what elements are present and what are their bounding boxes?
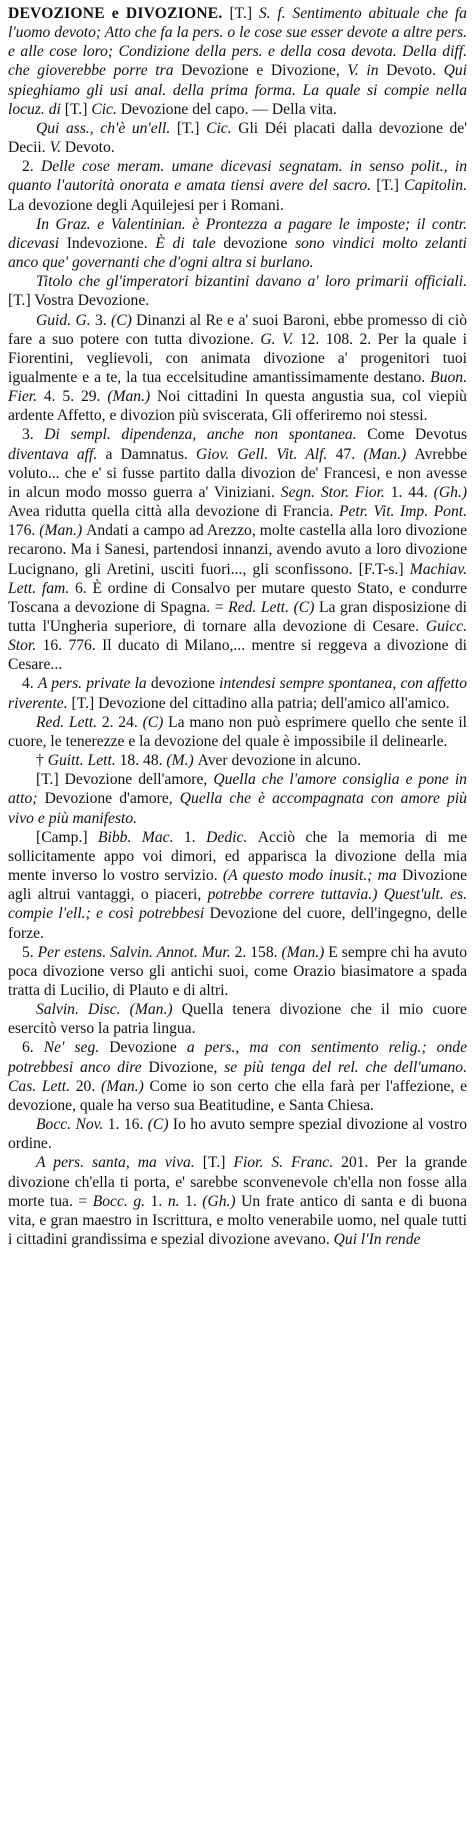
italic-text: (C)	[111, 311, 137, 329]
italic-text: (Man.)	[100, 1077, 150, 1095]
italic-text: Ne' seg.	[43, 1039, 110, 1057]
text: 3.	[94, 311, 112, 329]
text: [T.]	[64, 100, 92, 118]
italic-text: (A questo modo inusit.; ma	[222, 867, 403, 885]
italic-text: diventava aff.	[8, 445, 106, 463]
italic-text: S. f. Sentimento abituale che fa l'uomo devoto; Atto che fa la pers. o le cose sue esser devote a altre pers. e alle cose loro; Condizione della pers. e della cosa devota. Della diff. che gioverebbe porre tra	[8, 5, 467, 80]
italic-text: Red. Lett. (C)	[228, 598, 319, 616]
italic-text: Bocc. Nov.	[36, 1116, 108, 1134]
italic-text: Segn. Stor. Fior.	[280, 483, 391, 501]
text: 2. 24.	[101, 713, 143, 731]
text: [Camp.]	[36, 828, 99, 846]
text: 1. 16.	[107, 1116, 148, 1134]
italic-text: Delle cose meram. umane dicevasi segnatam. in senso polit., in quanto l'autorità onorata e amata tiensi avere del sacro.	[8, 158, 468, 195]
italic-text: (Man.)	[129, 1001, 182, 1019]
italic-text: (Man.)	[281, 943, 329, 961]
italic-text: Quella che è accompagnata con amore più vivo e più manifesto.	[8, 790, 467, 827]
entry-paragraph	[8, 119, 467, 157]
italic-text: (Man.)	[39, 522, 87, 540]
italic-text: a pers., ma con sentimento relig.; onde potrebbesi anco dire	[8, 1039, 467, 1076]
italic-text: Guicc. Stor.	[8, 618, 467, 655]
text: Io ho avuto sempre spezial divozione al vostro ordine.	[8, 1116, 468, 1153]
italic-text: Buon. Fier.	[8, 368, 467, 406]
text: [T.]	[376, 177, 405, 195]
text: 176.	[8, 522, 40, 540]
italic-text: Bibb. Mac.	[98, 828, 184, 846]
entry-headword-paragraph	[8, 4, 467, 119]
italic-text: (M.)	[166, 752, 198, 770]
italic-text: (Gh.)	[433, 483, 468, 501]
text: 6. È ordine di Consalvo per mutare questo Stato, e condurre Toscana a devozione di Spagna. =	[8, 579, 468, 616]
entry-paragraph	[8, 770, 467, 827]
italic-text: A pers. private la	[37, 675, 151, 693]
italic-text: Quella che l'amore consiglia e pone in atto;	[8, 771, 467, 808]
entry-paragraph	[8, 425, 467, 674]
text: 4. 5. 29.	[43, 388, 108, 406]
text: 18. 48.	[119, 752, 167, 770]
italic-text: Di sempl. dipendenza, anche non spontanea.	[44, 426, 368, 444]
text: Devozione	[109, 1039, 187, 1057]
italic-text: Guid. G.	[36, 311, 95, 329]
italic-text: Machiav. Lett. fam.	[8, 560, 467, 597]
italic-text: Dedic.	[206, 828, 258, 846]
italic-text: A pers. santa, ma viva.	[36, 1154, 203, 1172]
text: 4.	[22, 675, 38, 693]
text: 201. Per la grande divozione ch'ella ti porta, e' sarebbe sconvenevole ch'ella non fosse alla morte tua. =	[8, 1154, 467, 1210]
text: 5.	[22, 943, 38, 961]
text: †	[36, 752, 48, 770]
text: La mano non può esprimere quello che sente il cuore, le tenerezze e la devozione del quale è impossibile il delinearle.	[8, 713, 467, 750]
text: [T.] Devozione del cittadino alla patria; dell'amico all'amico.	[71, 694, 450, 712]
text: [T.]	[176, 119, 207, 137]
italic-text: G. V.	[260, 330, 300, 348]
text: [T.] Vostra Devozione.	[8, 292, 150, 310]
italic-text: Qui l'In rende	[333, 1231, 421, 1248]
text: Devozione del capo. — Della vita.	[120, 100, 337, 118]
italic-text: Red. Lett.	[36, 713, 102, 731]
italic-text: Qui spieghiamo gli usi anal. della prima forma. La quale si compie nella locuz. di	[8, 62, 467, 118]
entry-paragraph	[8, 157, 467, 214]
entry-paragraph	[8, 1038, 467, 1115]
italic-text: V.	[49, 139, 65, 157]
entry-paragraph	[8, 311, 467, 426]
entry-paragraph	[8, 674, 467, 712]
italic-text: se più tenga del rel. che dell'umano. Cas. Lett.	[8, 1058, 467, 1095]
text: Devozione d'amore,	[44, 790, 180, 808]
text: 47.	[335, 445, 364, 463]
text: 12. 108. 2. Per la quale i Fiorentini, veglievoli, con animata divozione a' progenitori tuoi igualmente e a te, la tua eccelsitudine amantissimamente destano.	[8, 330, 468, 386]
headword: DEVOZIONE e DIVOZIONE.	[8, 5, 230, 22]
italic-text: Petr. Vit. Imp. Pont.	[338, 503, 467, 521]
italic-text: Cic.	[91, 100, 121, 118]
italic-text: n.	[167, 1192, 186, 1210]
italic-text: Qui ass., ch'è un'ell.	[36, 119, 177, 137]
text: Indevozione.	[66, 234, 156, 252]
text: [T.] Devozione dell'amore,	[36, 771, 214, 789]
text: Divozione agli altrui vantaggi, o piaceri,	[8, 867, 468, 904]
text: La devozione degli Aquilejesi per i Romani.	[8, 196, 284, 214]
text: 1.	[183, 828, 207, 846]
text: 1. 44.	[390, 483, 434, 501]
text: Devozione e Divozione,	[181, 62, 348, 80]
text: devozione	[150, 675, 220, 693]
text: 3.	[22, 426, 45, 444]
entry-paragraph	[8, 272, 467, 310]
text: Devoto.	[64, 139, 115, 157]
italic-text: Salvin. Disc.	[36, 1001, 130, 1019]
text: Un frate antico di santa e di buona vita, e gran maestro in Iscrittura, e molto venerabile uomo, nel quale tutti i cittadini grandissima e spezial divozione avevano.	[8, 1192, 467, 1248]
italic-text: Capitolin.	[404, 177, 467, 195]
italic-text: (Gh.)	[202, 1192, 242, 1210]
text: Come io son certo che ella farà per l'affezione, e devozione, quale ha verso sua Beatitudine, e Santa Chiesa.	[8, 1077, 467, 1114]
italic-text: In Graz. e Valentinian. è Prontezza a pagare le imposte; il contr. dicevasi	[8, 215, 467, 252]
text: Divozione,	[148, 1058, 225, 1076]
text: Acciò che la memoria di me sollicitamente appo voi dimori, ed apparisca la divozione della mia mente inverso lo vostro servizio.	[8, 828, 467, 885]
italic-text: Fior. S. Franc.	[233, 1154, 342, 1172]
italic-text: (C)	[147, 1116, 173, 1134]
text: Noi cittadini In questa angustia sua, col viepiù ardente Affetto, e divozion più sviscerata, Gli offeriremo noi stessi.	[8, 388, 467, 425]
text: devozione	[223, 234, 296, 252]
italic-text: intendesi sempre spontanea, con affetto riverente.	[8, 675, 467, 712]
text: Devoto.	[386, 62, 444, 80]
text: a Damnatus.	[105, 445, 197, 463]
entry-paragraph	[8, 751, 467, 770]
text: 2. 158.	[234, 943, 282, 961]
text: 2.	[22, 158, 41, 176]
text: Devozione del cuore, dell'ingegno, delle forze.	[8, 905, 467, 942]
italic-text: potrebbe correre tuttavia.) Quest'ult. es. compie l'ell.; e così potrebbesi	[8, 886, 467, 923]
dictionary-entry-devozione	[8, 4, 467, 1249]
italic-text: Per estens. Salvin. Annot. Mur.	[37, 943, 235, 961]
italic-text: Guitt. Lett.	[47, 752, 120, 770]
text: Andati a campo ad Arezzo, molte castella alla loro divozione recarono. Ma i Sanesi, partendosi innanzi, avendo avuto a loro divozione Lucignano, gli Aretini, usciti fuori..., gli sconfissono. [F.T-s.]	[8, 522, 467, 578]
text: 20.	[75, 1077, 101, 1095]
italic-text: Cic.	[206, 119, 239, 137]
text: Avrebbe voluto... che e' si fusse partito dalla divozion de' Francesi, e non avesse in alcun modo mosso guerra a' Viniziani.	[8, 445, 467, 501]
text: [T.]	[202, 1154, 234, 1172]
text: Dinanzi al Re e a' suoi Baroni, ebbe promesso di ciò fare a suo potere con tutta divozione.	[8, 311, 468, 348]
text: Aver devozione in alcuno.	[197, 752, 361, 770]
text: 16. 776. Il ducato di Milano,... mentre si reggeva a divozione di Cesare...	[8, 637, 468, 674]
text: La gran disposizione di tutta l'Ungheria superiore, di tornare alla devozione di Cesare.	[8, 598, 467, 635]
entry-paragraph	[8, 215, 467, 272]
entry-paragraph	[8, 713, 467, 751]
text: Come Devotus	[367, 426, 468, 444]
text: 1.	[150, 1192, 168, 1210]
italic-text: Titolo che gl'imperatori bizantini davano a' loro primarii officiali.	[36, 273, 467, 291]
italic-text: Giov. Gell. Vit. Alf.	[196, 445, 336, 463]
italic-text: (Man.)	[363, 445, 415, 463]
italic-text: (Man.)	[107, 388, 158, 406]
text: 1.	[185, 1192, 203, 1210]
text: [T.]	[229, 5, 259, 22]
text: Avea ridutta quella città alla devozione di Francia.	[8, 503, 339, 521]
text: E sempre chi ha avuto poca divozione verso gli antichi suoi, come Orazio biasimatore a spada tratta di Lucilio, di Plauto e di altri.	[8, 943, 468, 999]
italic-text: (C)	[142, 713, 169, 731]
entry-paragraph	[8, 828, 467, 943]
italic-text: Bocc. g.	[92, 1192, 151, 1210]
italic-text: sono vindici molto zelanti anco que' governanti che d'ogni altra si burlano.	[8, 234, 467, 272]
entry-paragraph	[8, 1000, 467, 1038]
entry-paragraph	[8, 1115, 467, 1153]
text: Gli Déi placati dalla devozione de' Decii.	[8, 119, 468, 157]
text: 6.	[22, 1039, 44, 1057]
italic-text: È di tale	[155, 234, 224, 252]
entry-paragraph	[8, 1153, 467, 1249]
text: Quella tenera divozione che il mio cuore esercitò verso la patria lingua.	[8, 1001, 467, 1038]
entry-paragraph	[8, 943, 467, 1000]
italic-text: V. in	[347, 62, 387, 80]
